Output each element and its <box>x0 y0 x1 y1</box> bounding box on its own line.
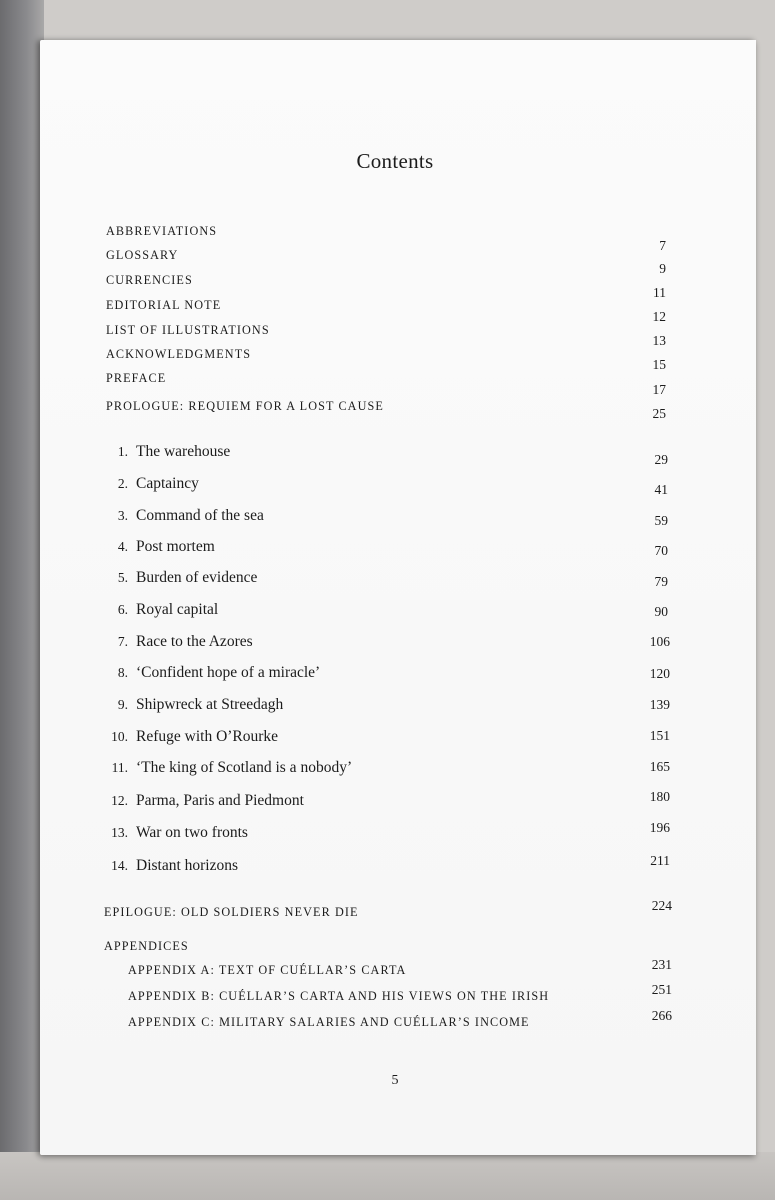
chapter-title: War on two fronts <box>136 824 248 841</box>
page-number: 151 <box>649 728 670 743</box>
page-number: 120 <box>649 666 670 681</box>
toc-chapter-11 <box>102 759 352 777</box>
toc-chapter-12 <box>102 792 304 810</box>
folio-page-number: 5 <box>391 1073 399 1088</box>
table-surface <box>0 1152 775 1200</box>
page-number: 251 <box>651 982 672 997</box>
chapter-number: 3. <box>117 508 128 523</box>
chapter-number: 7. <box>117 634 128 649</box>
toc-entry-preface: PREFACE <box>106 371 167 385</box>
page-number: 139 <box>649 697 670 712</box>
chapter-title: Race to the Azores <box>136 633 253 650</box>
toc-entry-appendix-c: APPENDIX C: MILITARY SALARIES AND CUÉLLAR’S INCOME <box>128 1015 530 1029</box>
chapter-title: ‘The king of Scotland is a nobody’ <box>136 759 353 776</box>
toc-chapter-2 <box>102 475 199 493</box>
chapter-number: 1. <box>117 444 128 459</box>
book-cover-edge <box>0 0 44 1200</box>
chapter-title: Royal capital <box>136 601 219 618</box>
chapter-title: Post mortem <box>136 538 215 555</box>
toc-entry-appendix-a: APPENDIX A: TEXT OF CUÉLLAR’S CARTA <box>128 963 407 977</box>
chapter-title: Distant horizons <box>136 857 239 874</box>
chapter-number: 10. <box>111 729 128 744</box>
chapter-number: 6. <box>117 602 128 617</box>
chapter-number: 11. <box>111 760 128 775</box>
chapter-number: 2. <box>117 476 128 491</box>
chapter-title: Parma, Paris and Piedmont <box>136 792 304 809</box>
page-number: 266 <box>651 1008 672 1023</box>
chapter-number: 8. <box>117 665 128 680</box>
page-number: 41 <box>654 482 668 497</box>
toc-entry-appendices: APPENDICES <box>104 939 189 953</box>
toc-chapter-7 <box>102 633 253 651</box>
chapter-number: 9. <box>117 697 128 712</box>
toc-entry-prologue: PROLOGUE: REQUIEM FOR A LOST CAUSE <box>106 399 384 413</box>
page-number: 180 <box>649 789 670 804</box>
toc-entry-appendix-b: APPENDIX B: CUÉLLAR’S CARTA AND HIS VIEWS ON THE IRISH <box>128 989 550 1003</box>
chapter-title: Captaincy <box>136 475 199 492</box>
page-number: 7 <box>659 238 666 253</box>
toc-entry-currencies: CURRENCIES <box>106 273 193 287</box>
toc-chapter-9 <box>102 696 283 714</box>
page-number: 90 <box>654 604 668 619</box>
toc-chapter-4 <box>102 538 215 556</box>
chapter-number: 13. <box>111 825 128 840</box>
toc-chapter-14 <box>102 857 238 875</box>
page-number: 196 <box>649 820 670 835</box>
page-number: 59 <box>654 513 668 528</box>
toc-chapter-5 <box>102 569 257 587</box>
page-number: 15 <box>652 357 666 372</box>
page-number: 224 <box>651 898 672 913</box>
page-number: 25 <box>652 406 666 421</box>
page-number: 211 <box>650 853 670 868</box>
chapter-title: ‘Confident hope of a miracle’ <box>136 664 321 681</box>
chapter-title: Burden of evidence <box>136 569 258 586</box>
chapter-number: 5. <box>117 570 128 585</box>
chapter-title: Command of the sea <box>136 507 264 524</box>
toc-entry-editorial-note: EDITORIAL NOTE <box>106 298 222 312</box>
page-number: 9 <box>659 261 666 276</box>
page-number: 11 <box>653 285 666 300</box>
chapter-number: 4. <box>117 539 128 554</box>
toc-entry-abbreviations: ABBREVIATIONS <box>106 224 218 238</box>
page-number: 29 <box>654 452 668 467</box>
page-number: 231 <box>651 957 672 972</box>
page-number: 12 <box>652 309 666 324</box>
chapter-title: The warehouse <box>136 443 231 460</box>
page-number: 17 <box>652 382 666 397</box>
toc-entry-list-of-illustrations: LIST OF ILLUSTRATIONS <box>106 323 270 337</box>
page-number: 70 <box>654 543 668 558</box>
toc-entry-acknowledgments: ACKNOWLEDGMENTS <box>106 347 252 361</box>
page-title: Contents <box>356 149 434 173</box>
page-number: 165 <box>649 759 670 774</box>
page-number: 13 <box>652 333 666 348</box>
toc-chapter-6 <box>102 601 218 619</box>
page-number: 79 <box>654 574 668 589</box>
toc-chapter-1 <box>102 443 230 461</box>
toc-chapter-3 <box>102 507 264 525</box>
toc-entry-glossary: GLOSSARY <box>106 248 179 262</box>
toc-entry-epilogue: EPILOGUE: OLD SOLDIERS NEVER DIE <box>104 905 359 919</box>
toc-chapter-10 <box>102 728 278 746</box>
chapter-title: Shipwreck at Streedagh <box>136 696 284 713</box>
chapter-title: Refuge with O’Rourke <box>136 728 279 745</box>
chapter-number: 14. <box>111 858 128 873</box>
page-number: 106 <box>649 634 670 649</box>
toc-chapter-13 <box>102 824 248 842</box>
chapter-number: 12. <box>111 793 128 808</box>
toc-chapter-8 <box>102 664 320 682</box>
